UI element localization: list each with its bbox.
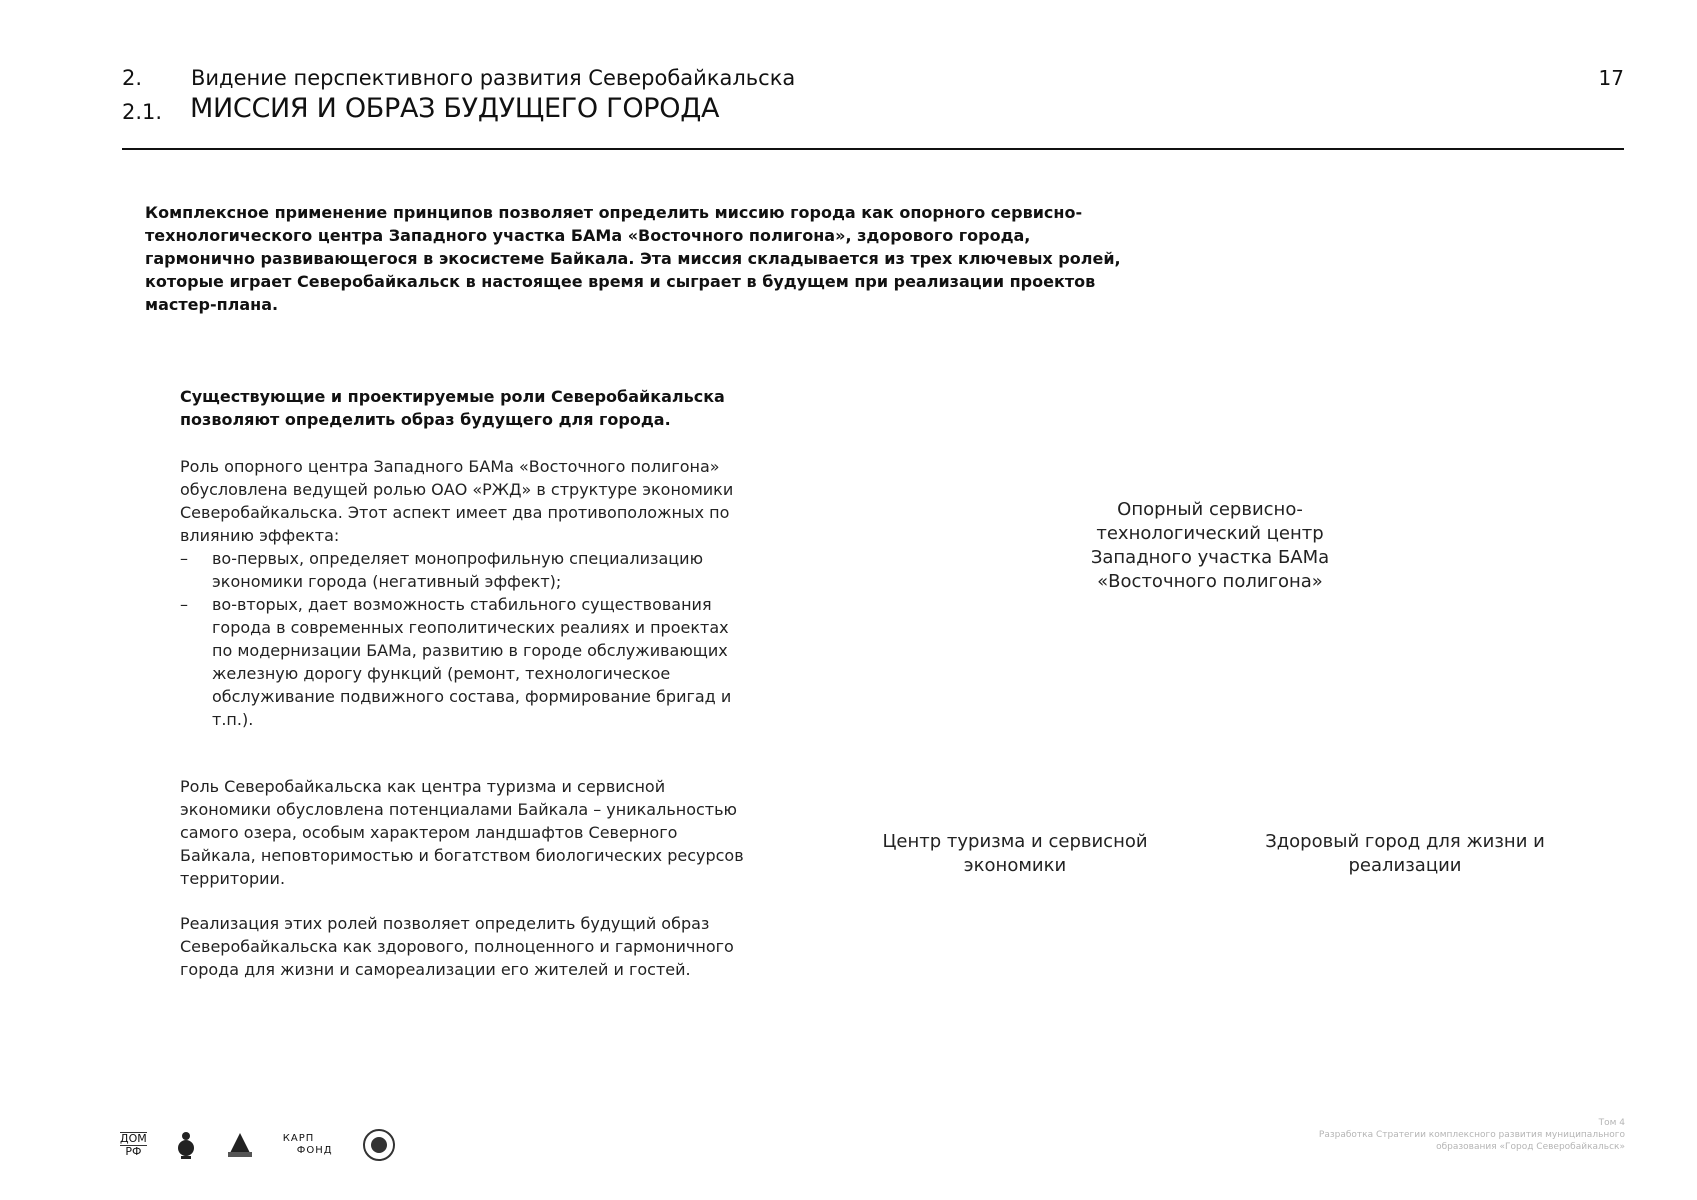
list-item: – во-первых, определяет монопрофильную специализацию экономики города (негативный эффект); (180, 547, 750, 593)
karpov-fund-logo (283, 1133, 333, 1157)
footer-line: Том 4 (1598, 1118, 1625, 1128)
page-title: МИССИЯ И ОБРАЗ БУДУЩЕГО ГОРОДА (190, 93, 720, 124)
list-item: – во-вторых, дает возможность стабильного существования города в современных геополитических реалиях и проектах по модернизации БАМа, развитию в городе обслуживающих железную дорогу функций (ремонт, технологическое обслуживание подвижного состава, формирование бригад и т.п.). (180, 593, 750, 731)
subsection-number: 2.1. (122, 100, 163, 124)
page-number: 17 (1598, 66, 1624, 90)
role-hub-paragraph: Роль опорного центра Западного БАМа «Восточного полигона» обусловлена ведущей ролью ОАО «РЖД» в структуре экономики Северобайкальска. Этот аспект имеет два противоположных по влиянию эффекта: (180, 457, 734, 545)
section-number: 2. (122, 66, 143, 90)
intro-paragraph: Комплексное применение принципов позволяет определить миссию города как опорного сервисно-технологического центра Западного участка БАМа «Восточного полигона», здорового города, гармонично развивающегося в экосистеме Байкала. Эта миссия складывается из трех ключевых ролей, которые играет Северобайкальск в настоящее время и сыграет в будущем при реализации проектов мастер-плана. (145, 203, 1121, 314)
effects-list (180, 547, 750, 731)
domrf-logo-bottom: РФ (120, 1145, 147, 1158)
role-hub-description (180, 455, 750, 731)
university-emblem-icon (361, 1127, 397, 1163)
role-tourism-label: Центр туризма и сервисной экономики (882, 831, 1148, 876)
footer-caption (1205, 1117, 1625, 1153)
domrf-logo (120, 1132, 147, 1158)
role-hub-label: Опорный сервисно-технологический центр Западного участка БАМа «Восточного полигона» (1090, 499, 1330, 592)
domrf-logo-top: ДОМ (120, 1132, 147, 1145)
partner-logos (120, 1125, 397, 1165)
footer-line: образования «Город Северобайкальск» (1436, 1142, 1625, 1152)
future-image-paragraph: Реализация этих ролей позволяет определить будущий образ Северобайкальска как здорового, полноценного и гармоничного города для жизни и самореализации его жителей и гостей. (180, 914, 734, 979)
footer-line: Разработка Стратегии комплексного развития муниципального (1318, 1130, 1625, 1140)
buryatia-emblem-icon (175, 1130, 197, 1160)
karpov-fund-logo-bottom: ФОНД (296, 1145, 333, 1156)
header-divider (122, 148, 1624, 150)
role-tourism-paragraph: Роль Северобайкальска как центра туризма и сервисной экономики обусловлена потенциалами Байкала – уникальностью самого озера, особым характером ландшафтов Северного Байкала, неповторимостью и богатством биологических ресурсов территории. (180, 777, 744, 888)
city-emblem-icon (225, 1130, 255, 1160)
karpov-fund-logo-top: КАРП (282, 1133, 315, 1144)
role-healthy-label: Здоровый город для жизни и реализации (1265, 831, 1545, 876)
section-title: Видение перспективного развития Северобайкальска (191, 66, 796, 90)
lead-paragraph: Существующие и проектируемые роли Северобайкальска позволяют определить образ будущего для города. (180, 387, 725, 429)
